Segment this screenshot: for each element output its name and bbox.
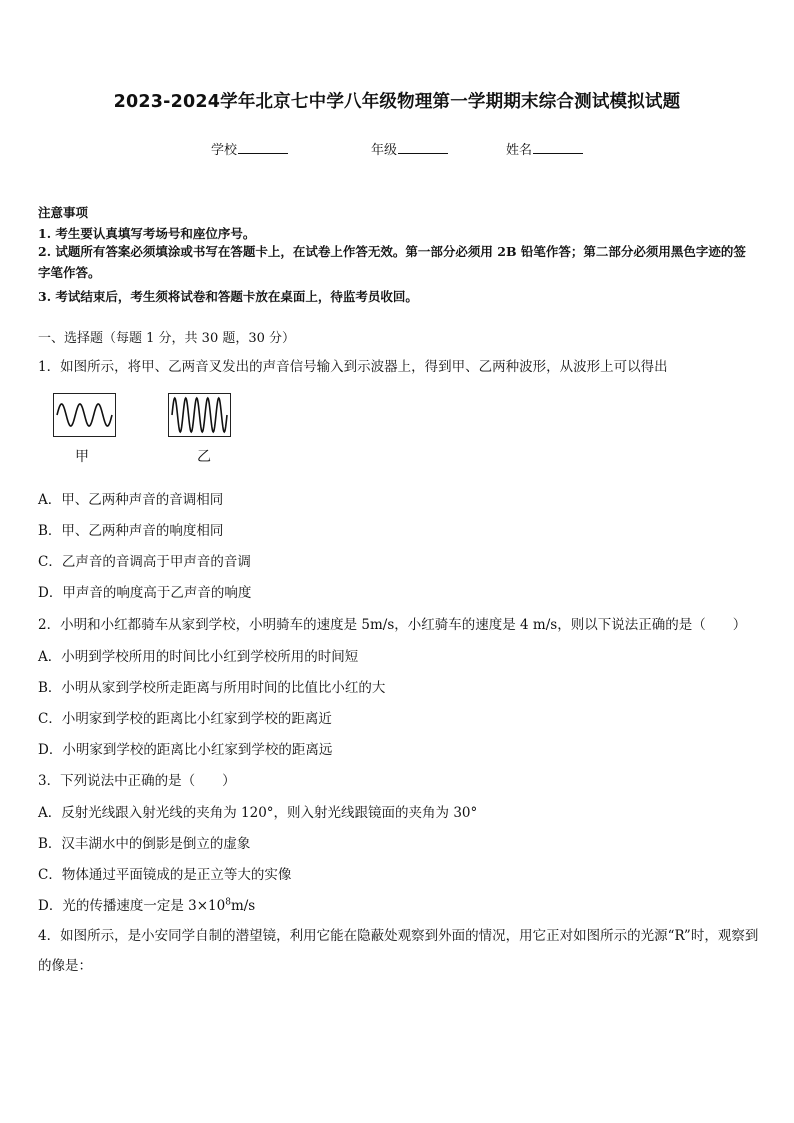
question-1-option-b[interactable]: B．甲、乙两种声音的响度相同 — [38, 523, 224, 539]
question-3-option-d-exponent: 8 — [225, 897, 231, 908]
grade-field[interactable] — [371, 139, 448, 158]
name-label: 姓名 — [506, 143, 533, 158]
question-4-stem: 4．如图所示，是小安同学自制的潜望镜，利用它能在隐蔽处观察到外面的情况，用它正对如图所示的光源“R”时，观察到的像是： — [38, 928, 759, 974]
name-field[interactable] — [506, 139, 583, 158]
question-2-option-d[interactable]: D．小明家到学校的距离比小红家到学校的距离远 — [38, 742, 333, 758]
question-1-option-a[interactable]: A．甲、乙两种声音的音调相同 — [38, 492, 224, 508]
page-title: 2023-2024学年北京七中学八年级物理第一学期期末综合测试模拟试题 — [113, 92, 681, 112]
school-blank[interactable] — [238, 140, 288, 154]
waveform-a-svg — [54, 394, 115, 436]
notes-heading: 注意事项 — [38, 205, 89, 220]
question-2-option-b[interactable]: B．小明从家到学校所走距离与所用时间的比值比小红的大 — [38, 680, 386, 696]
waveform-a-curve — [57, 404, 112, 426]
waveform-b-svg — [169, 394, 230, 436]
question-1-stem: 1．如图所示，将甲、乙两音叉发出的声音信号输入到示波器上，得到甲、乙两种波形，从波形上可以得出 — [38, 359, 668, 375]
question-2-option-a[interactable]: A．小明到学校所用的时间比小红到学校所用的时间短 — [38, 649, 359, 665]
question-3-option-d-unit: m/s — [230, 898, 256, 914]
question-3-option-c[interactable]: C．物体通过平面镜成的是正立等大的实像 — [38, 867, 292, 883]
question-2-option-c[interactable]: C．小明家到学校的距离比小红家到学校的距离近 — [38, 711, 332, 727]
school-field[interactable] — [211, 139, 288, 158]
question-3-option-d[interactable] — [38, 894, 255, 914]
waveform-a-figure — [53, 393, 116, 437]
note-item-2: 2. 试题所有答案必须填涂或书写在答题卡上，在试卷上作答无效。第一部分必须用 2B 铅笔作答；第二部分必须用黑色字迹的签字笔作答。 — [38, 244, 746, 280]
waveform-b-curve — [172, 398, 227, 432]
question-3-option-d-text: D．光的传播速度一定是 3×10 — [38, 898, 226, 914]
school-label: 学校 — [211, 143, 238, 158]
grade-label: 年级 — [371, 143, 398, 158]
question-2-stem: 2．小明和小红都骑车从家到学校，小明骑车的速度是 5m/s，小红骑车的速度是 4 m/s，则以下说法正确的是（ ） — [38, 617, 747, 633]
name-blank[interactable] — [533, 140, 583, 154]
question-3-stem: 3．下列说法中正确的是（ ） — [38, 773, 236, 789]
question-3-option-a[interactable]: A．反射光线跟入射光线的夹角为 120°，则入射光线跟镜面的夹角为 30° — [38, 805, 478, 821]
waveform-a-label: 甲 — [75, 449, 89, 465]
question-3-option-b[interactable]: B．汉丰湖水中的倒影是倒立的虚象 — [38, 836, 251, 852]
note-item-1: 1. 考生要认真填写考场号和座位序号。 — [38, 226, 256, 241]
waveform-b-figure — [168, 393, 231, 437]
waveform-b-label: 乙 — [197, 449, 211, 465]
grade-blank[interactable] — [398, 140, 448, 154]
section-heading: 一、选择题（每题 1 分，共 30 题，30 分） — [38, 331, 296, 346]
note-item-3: 3. 考试结束后，考生须将试卷和答题卡放在桌面上，待监考员收回。 — [38, 289, 418, 304]
question-1-option-c[interactable]: C．乙声音的音调高于甲声音的音调 — [38, 554, 251, 570]
question-1-option-d[interactable]: D．甲声音的响度高于乙声音的响度 — [38, 585, 252, 601]
